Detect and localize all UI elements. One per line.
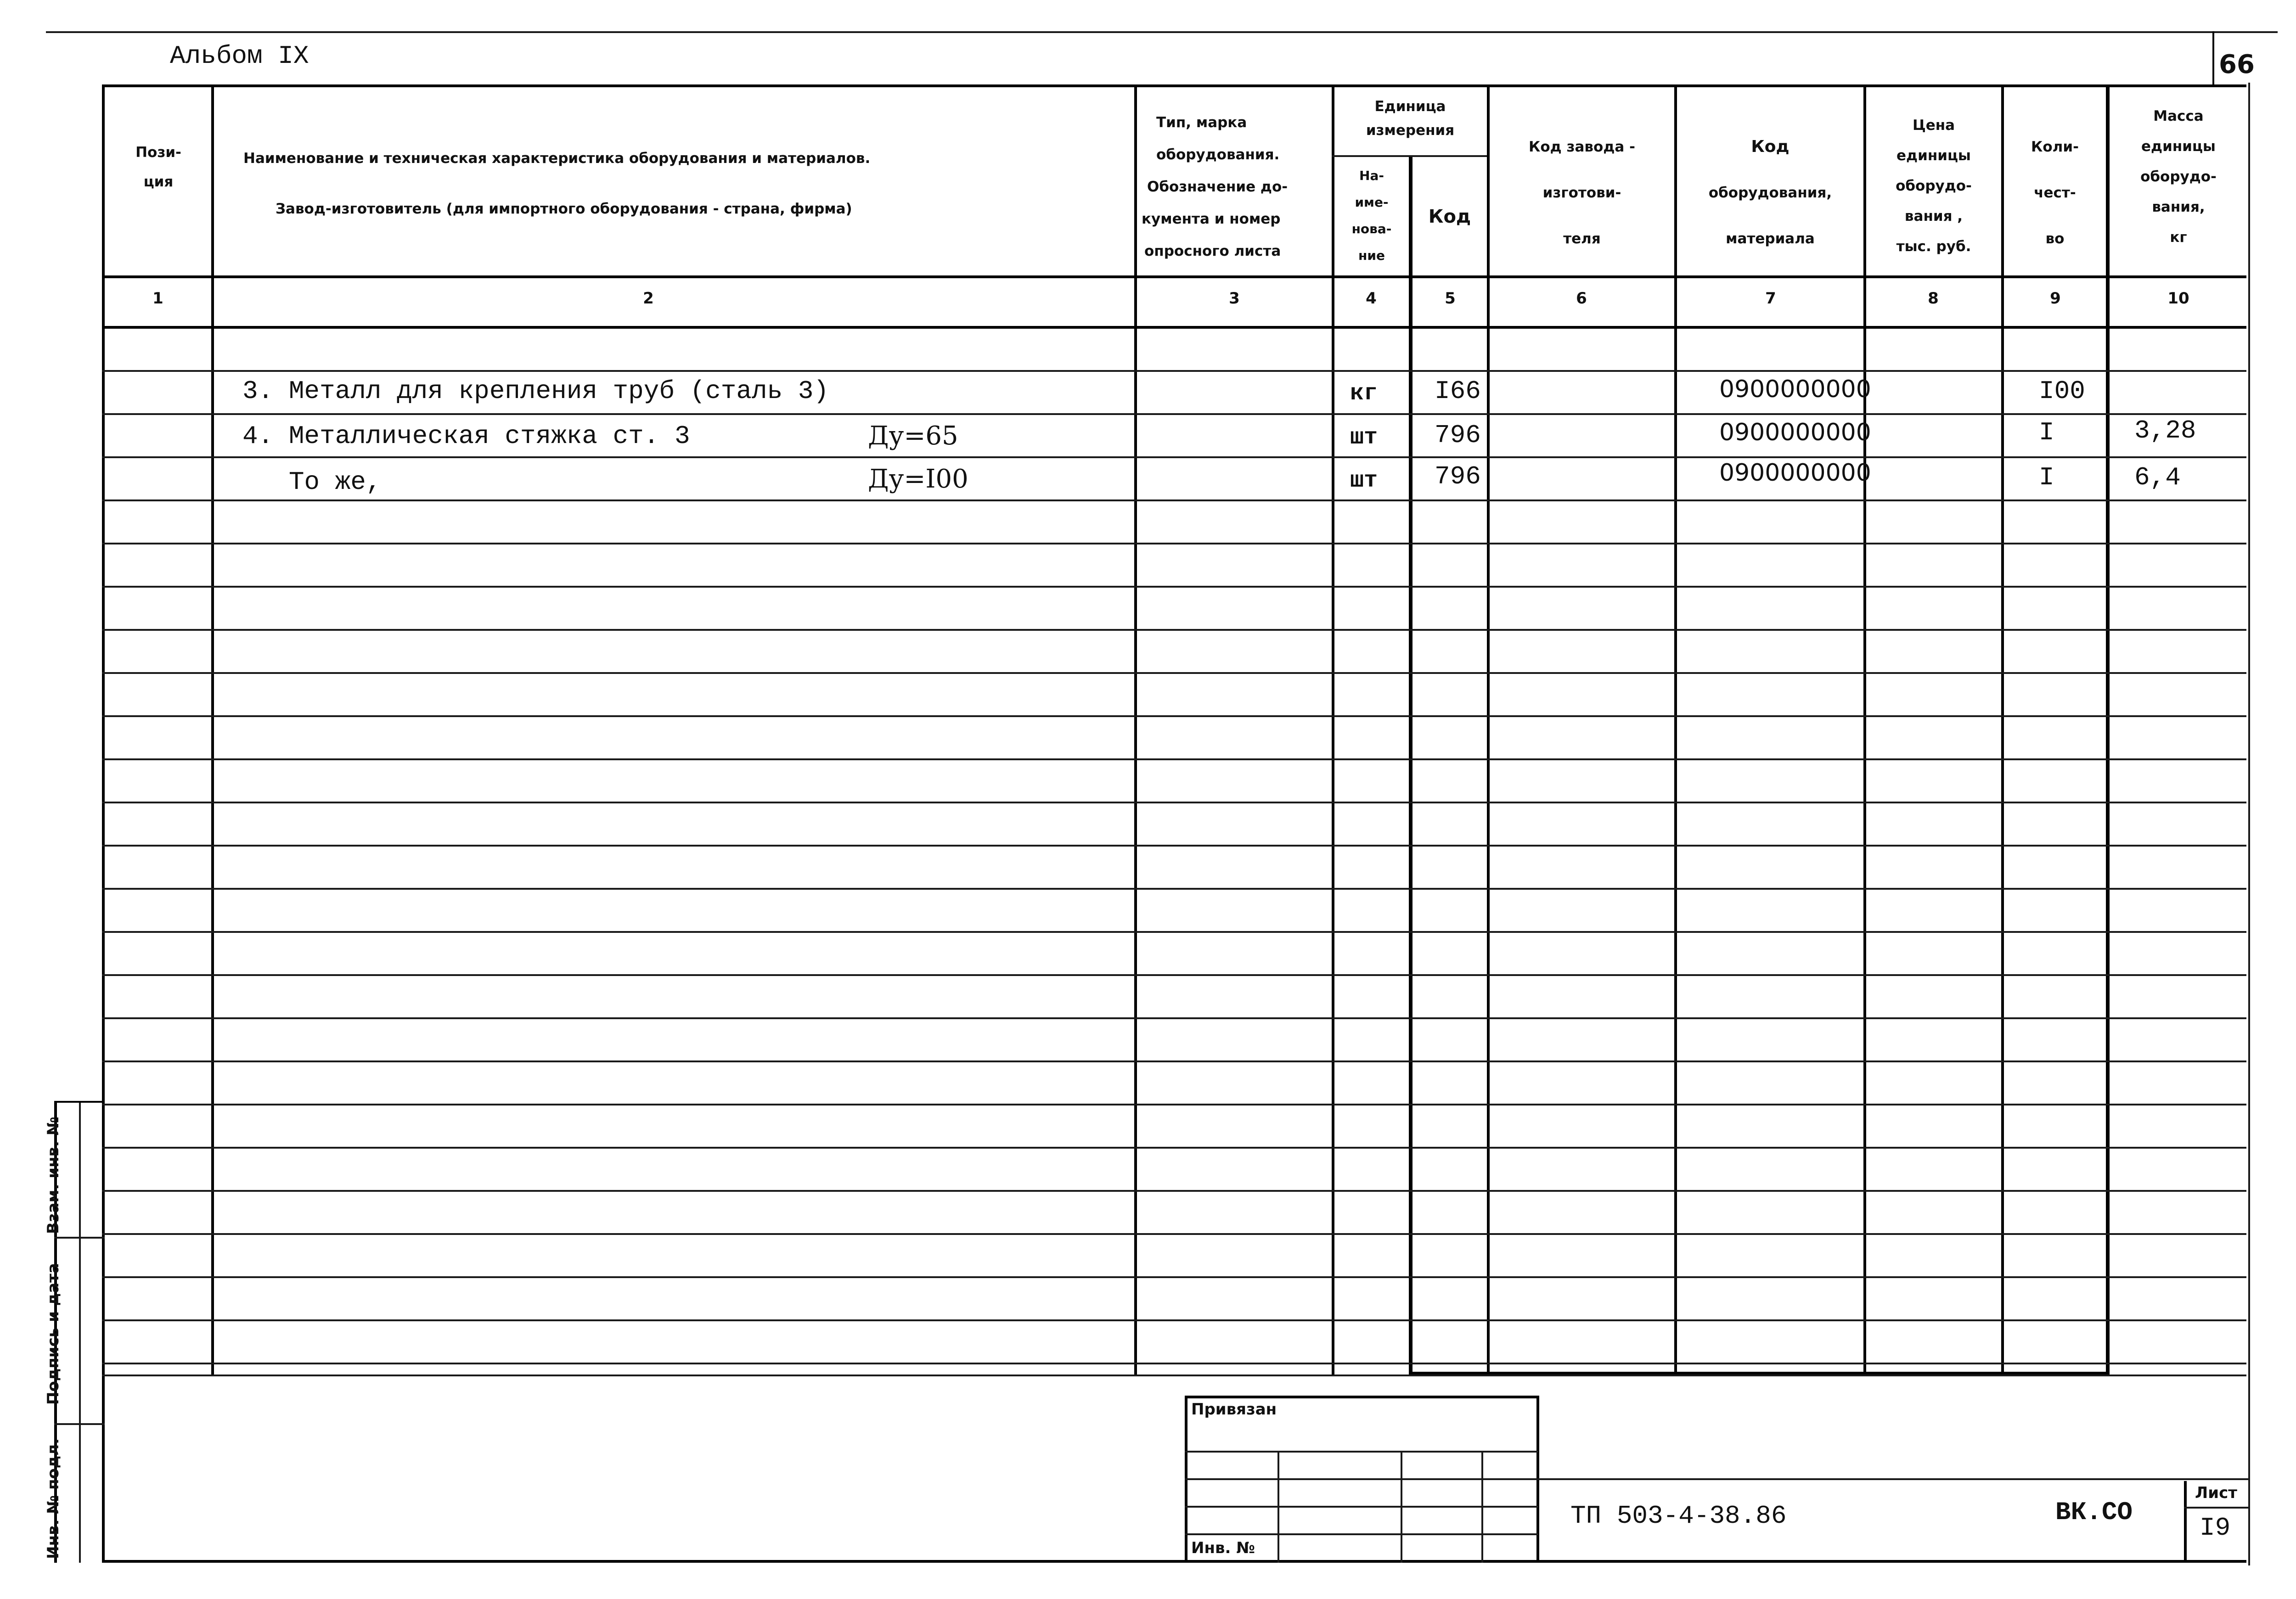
stamp-line-2 (1185, 1478, 1538, 1480)
stamp-vline-1 (1277, 1451, 1279, 1563)
row-rule (102, 1147, 2246, 1149)
table-top-border (102, 84, 2246, 87)
table-bottom-line (102, 1375, 2246, 1376)
sheet-number: I9 (2200, 1513, 2231, 1543)
col-line-2 (1134, 84, 1137, 1375)
stamp-inv-no: Инв. № (1191, 1539, 1255, 1557)
header-mass: Масса единицы оборудо- вания, кг (2140, 108, 2217, 246)
row-rule (102, 1319, 2246, 1321)
row-qty: I (2039, 418, 2054, 447)
right-outer-border (2248, 83, 2250, 1565)
column-number-10: 10 (2167, 289, 2189, 308)
row-material-code: 0900000000 (1719, 459, 1871, 487)
row-rule (102, 1190, 2246, 1192)
album-title: Альбом IX (170, 41, 309, 71)
stamp-vline-2 (1401, 1451, 1402, 1563)
row-qty: I00 (2039, 376, 2085, 406)
row-rule (102, 931, 2246, 933)
doc-code: ТП 503-4-38.86 (1570, 1501, 1787, 1531)
row-rule (102, 499, 2246, 501)
stamp-line-3 (1185, 1506, 1538, 1508)
header-price: Цена единицы оборудо- вания , тыс. руб. (1896, 117, 1972, 255)
column-number-8: 8 (1928, 289, 1939, 308)
row-mass: 6,4 (2134, 463, 2181, 492)
stamp-privyazan: Привязан (1191, 1400, 1277, 1419)
col-line-9 (2106, 84, 2110, 1375)
side-strip-top (54, 1101, 105, 1103)
col-line-1 (211, 84, 214, 1375)
column-number-6: 6 (1576, 289, 1587, 308)
row-rule (102, 370, 2246, 372)
row-unit: кг (1350, 381, 1378, 407)
row-unit-code: 796 (1435, 421, 1481, 450)
header-qty: Коли- чест- во (2031, 139, 2079, 247)
column-number-5: 5 (1445, 289, 1456, 308)
row-material-code: 0900000000 (1719, 419, 1871, 446)
top-border-line (46, 31, 2278, 33)
row-rule (102, 845, 2246, 847)
header-bottom-line (102, 275, 2246, 278)
row-rule (102, 1060, 2246, 1062)
side-strip-div2 (54, 1423, 105, 1425)
row-extra: Ду=65 (868, 421, 958, 451)
column-number-1: 1 (152, 289, 163, 308)
column-number-2: 2 (643, 289, 654, 308)
row-rule (102, 586, 2246, 588)
stamp-top-line (1185, 1396, 1539, 1398)
row-extra: Ду=I00 (868, 464, 968, 494)
column-number-7: 7 (1765, 289, 1776, 308)
row-rule (102, 672, 2246, 674)
col-line-5 (1487, 84, 1490, 1375)
table-left-border (102, 84, 105, 1563)
header-unit-code: Код (1428, 206, 1471, 227)
row-rule (102, 888, 2246, 890)
row-rule (102, 1276, 2246, 1278)
col-line-6 (1674, 84, 1677, 1375)
row-rule (102, 715, 2246, 717)
page-number: 66 (2219, 50, 2255, 79)
row-rule (102, 1233, 2246, 1235)
row-rule (102, 1017, 2246, 1019)
row-unit-code: I66 (1435, 376, 1481, 406)
row-rule (102, 1363, 2246, 1364)
row-unit-code: 796 (1435, 462, 1481, 491)
row-unit: шт (1350, 425, 1378, 451)
colnum-bottom-line (102, 326, 2246, 329)
row-qty: I (2039, 463, 2054, 492)
header-name: Наименование и техническая характеристика оборудования и материалов. Завод-изготовитель (для импортного оборудования - страна, фирма) (243, 150, 871, 217)
stamp-line-4 (1185, 1533, 1538, 1535)
row-rule (102, 413, 2246, 415)
row-rule (102, 456, 2246, 458)
doc-mark: ВК.СО (2055, 1498, 2133, 1527)
header-unit-name: На- име- нова- ние (1351, 168, 1392, 263)
column-number-3: 3 (1229, 289, 1240, 308)
header-position: Пози- ция (135, 144, 181, 190)
column-number-4: 4 (1366, 289, 1377, 308)
side-label-vzam: Взам. инв. № (44, 1116, 62, 1234)
page-bottom-line (102, 1560, 2246, 1563)
col-line-7 (1863, 84, 1866, 1375)
row-rule (102, 974, 2246, 976)
row-name: 4. Металлическая стяжка ст. 3 (242, 421, 690, 451)
title-block-top (1538, 1478, 2248, 1480)
side-label-inv: Инв. № подл. (44, 1438, 62, 1559)
stamp-line-1 (1185, 1451, 1538, 1453)
header-factory-code: Код завода - изготови- теля (1529, 139, 1635, 247)
sheet-divider (2184, 1507, 2248, 1509)
side-strip-inner (79, 1101, 81, 1563)
row-material-code: 0900000000 (1719, 376, 1871, 403)
unit-group-divider (1332, 155, 1487, 157)
page-number-divider (2212, 31, 2214, 86)
header-material-code: Код оборудования, материала (1708, 137, 1832, 247)
row-rule (102, 629, 2246, 631)
row-rule (102, 1104, 2246, 1105)
header-unit-group: Единица измерения (1366, 98, 1455, 139)
row-name: 3. Металл для крепления труб (сталь 3) (242, 376, 829, 406)
side-strip-div1 (54, 1237, 105, 1239)
sheet-left-line (2184, 1481, 2187, 1563)
column-number-9: 9 (2050, 289, 2061, 308)
side-label-podpis: Подпись и дата (44, 1263, 62, 1405)
row-unit: шт (1350, 468, 1378, 494)
sheet-label: Лист (2195, 1484, 2237, 1502)
row-name: То же, (242, 467, 382, 497)
col-line-8 (2001, 84, 2004, 1375)
col-line-3 (1332, 84, 1334, 1375)
row-rule (102, 758, 2246, 760)
row-mass: 3,28 (2134, 416, 2196, 445)
header-type: Тип, марка оборудования. Обозначение до- кумента и номер опросного листа (1142, 114, 1288, 259)
stamp-vline-3 (1481, 1451, 1483, 1563)
row-rule (102, 802, 2246, 803)
row-rule (102, 543, 2246, 544)
